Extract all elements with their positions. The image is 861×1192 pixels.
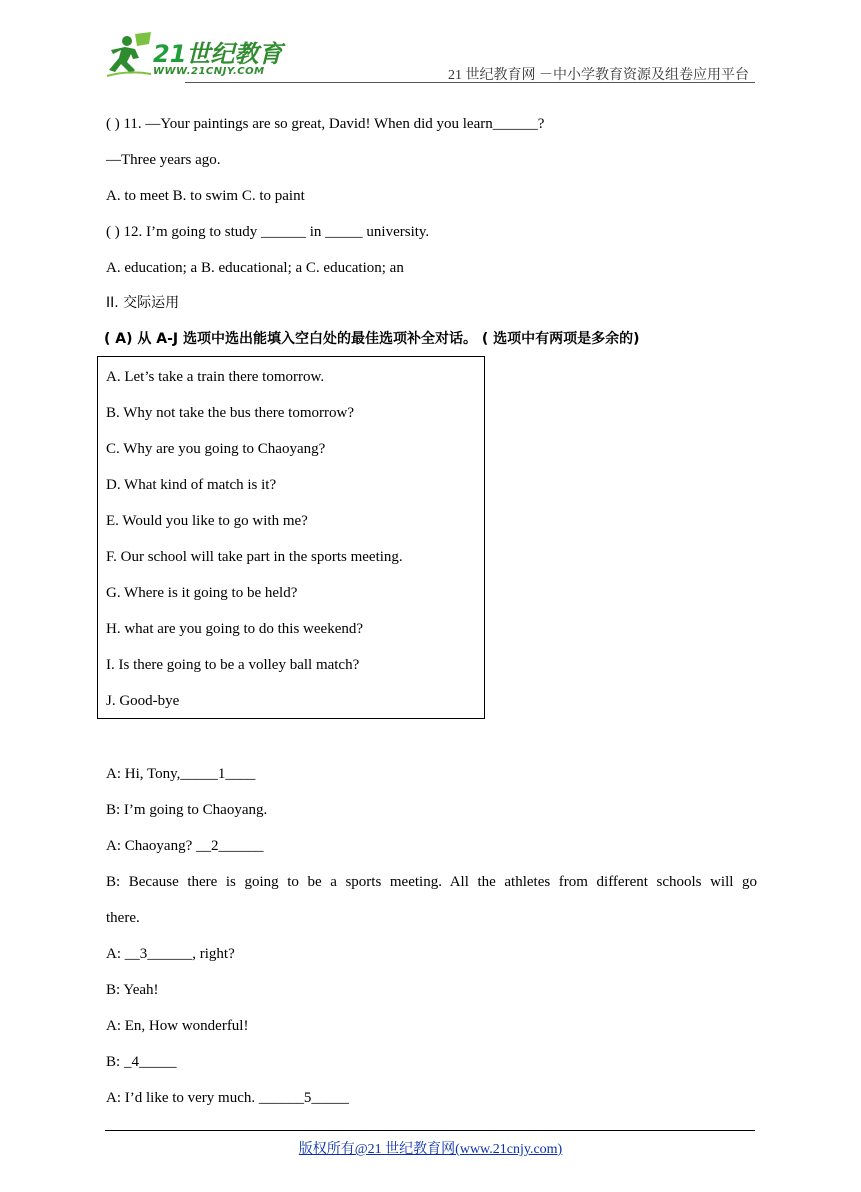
page-footer [0,1138,861,1158]
dialogue-line-6-tail: , right? [192,946,235,962]
dialogue-line-7: B: Yeah! [106,982,159,998]
dialogue-line-8: A: En, How wonderful! [106,1018,249,1034]
option-e: E. Would you like to go with me? [106,513,308,529]
dialogue-line-2: B: I’m going to Chaoyang. [106,802,268,818]
option-i: I. Is there going to be a volley ball match? [106,657,360,673]
blank-3: __3______ [124,946,193,962]
dialogue-line-9 [106,1053,176,1071]
option-d: D. What kind of match is it? [106,477,277,493]
blank-2: __2______ [195,838,264,854]
dialogue-line-1-text: A: Hi, Tony,_____ [106,766,218,782]
question-12-options: A. education; a B. educational; a C. education; an [106,260,404,276]
question-12: ( ) 12. I’m going to study ______ in _____ university. [106,224,430,240]
copyright-link[interactable]: 版权所有@21 世纪教育网(www.21cnjy.com) [298,1142,563,1157]
site-slogan: 21 世纪教育网 －中小学教育资源及组卷应用平台 [448,68,749,83]
dialogue-line-6-text: A: [106,946,125,962]
dialogue-line-3 [106,837,263,855]
dialogue-line-1 [106,765,255,783]
footer-divider [105,1130,755,1131]
options-box [97,356,485,719]
site-logo[interactable] [105,32,285,80]
dialogue-line-10: A: I’d like to very much. ______5_____ [106,1090,349,1106]
question-11-options: A. to meet B. to swim C. to paint [106,188,305,204]
dialogue-line-9-text: B: [106,1054,124,1070]
question-11-answer: —Three years ago. [106,152,221,168]
dialogue-line-6 [106,945,235,963]
option-c: C. Why are you going to Chaoyang? [106,441,326,457]
page-header [105,30,755,82]
question-11: ( ) 11. —Your paintings are so great, David! When did you learn______? [106,116,545,132]
dialogue-line-3-text: A: Chaoyang? [106,838,196,854]
section-instruction: ( A) 从 A-J 选项中选出能填入空白处的最佳选项补全对话。 ( 选项中有两项是多余的) [104,331,640,347]
option-j: J. Good-bye [106,693,180,709]
blank-1-number: 1 [217,766,226,782]
section-title: II. 交际运用 [106,295,180,311]
option-b: B. Why not take the bus there tomorrow? [106,405,354,421]
option-h: H. what are you going to do this weekend? [106,621,364,637]
dialogue-line-5: there. [106,910,140,926]
runner-logo-icon [105,32,153,78]
logo-title-number: 21 [153,40,187,68]
option-f: F. Our school will take part in the sports meeting. [106,549,403,565]
option-a: A. Let’s take a train there tomorrow. [106,369,325,385]
logo-title-text: 世纪教育 [186,40,283,68]
blank-4: _4_____ [123,1054,177,1070]
logo-title [153,34,282,69]
blank-1-tail: ____ [225,766,256,782]
option-g: G. Where is it going to be held? [106,585,298,601]
dialogue-line-4: B: Because there is going to be a sports meeting. All the athletes from different schools will go [106,874,757,890]
header-divider [185,82,755,83]
logo-url: WWW.21CNJY.COM [153,66,265,77]
